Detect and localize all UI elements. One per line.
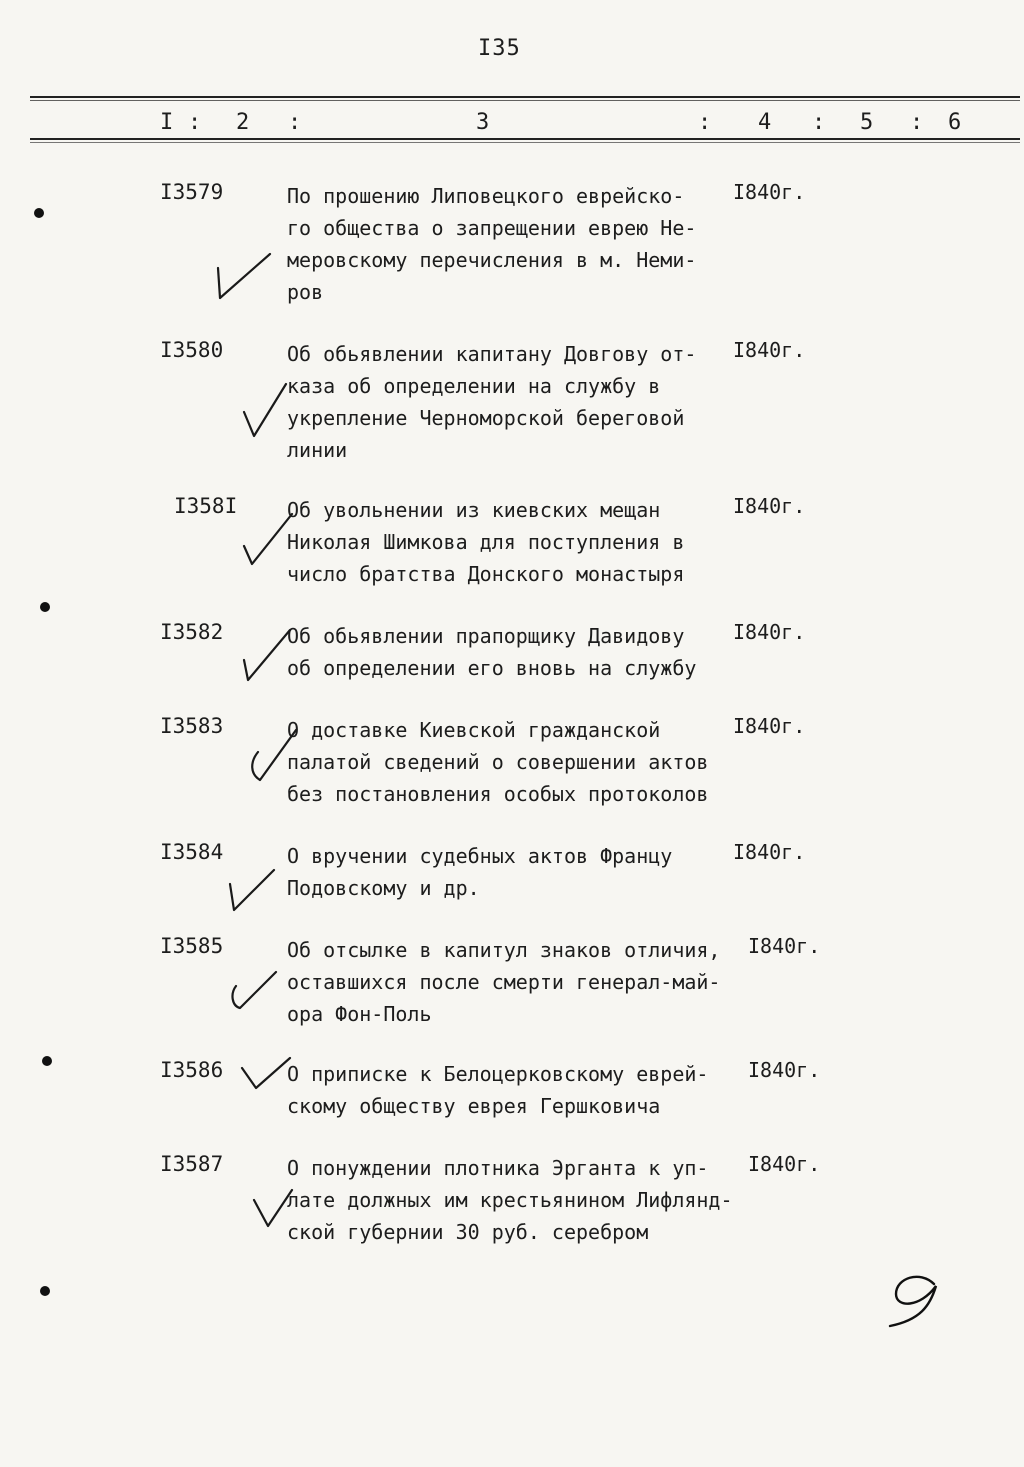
sheet-number-text <box>902 1272 941 1345</box>
record-year: I840г. <box>733 180 806 204</box>
column-separator: : <box>910 110 924 135</box>
record-title-line: линии <box>287 438 348 462</box>
record-title <box>287 934 757 1030</box>
column-separator: : <box>812 110 826 135</box>
record-number: I3584 <box>160 840 224 864</box>
checkmark-icon <box>228 964 282 1014</box>
record-title-line: каза об определении на службу в <box>287 374 661 398</box>
column-header-1: I <box>160 110 174 135</box>
record-title-line: ора Фон-Поль <box>287 1002 432 1026</box>
record-title-line: О понуждении плотника Эрганта к уп- <box>287 1156 709 1180</box>
record-title-line: число братства Донского монастыря <box>287 562 685 586</box>
punch-hole-icon <box>34 208 44 218</box>
record-year: I840г. <box>733 840 806 864</box>
record-title-line: О доставке Киевской гражданской <box>287 718 661 742</box>
record-year: I840г. <box>733 338 806 362</box>
header-rule-bottom-thin <box>30 142 1020 143</box>
punch-hole-icon <box>42 1056 52 1066</box>
record-title <box>287 338 757 466</box>
record-title-line: О приписке к Белоцерковскому еврей- <box>287 1062 709 1086</box>
column-separator: : <box>288 110 302 135</box>
record-number: I3585 <box>160 934 224 958</box>
record-number: I3582 <box>160 620 224 644</box>
record-title-line: Об увольнении из киевских мещан <box>287 498 661 522</box>
record-title-line: По прошению Липовецкого еврейско- <box>287 184 685 208</box>
record-title-line: меровскому перечисления в м. Неми- <box>287 248 697 272</box>
record-number: I3579 <box>160 180 224 204</box>
record-title <box>287 180 757 308</box>
header-rule-bottom <box>30 138 1020 140</box>
record-title-line: без постановления особых протоколов <box>287 782 709 806</box>
checkmark-icon <box>240 378 294 444</box>
checkmark-icon <box>240 622 300 688</box>
column-separator: : <box>188 110 202 135</box>
record-year: I840г. <box>748 1152 821 1176</box>
punch-hole-icon <box>40 1286 50 1296</box>
column-separator: : <box>698 110 712 135</box>
record-title-line: го общества о запрещении еврею Не- <box>287 216 697 240</box>
punch-hole-icon <box>40 602 50 612</box>
record-title-line: О вручении судебных актов Францу <box>287 844 673 868</box>
column-header-6: 6 <box>948 110 962 135</box>
record-title-line: лате должных им крестьянином Лифлянд- <box>287 1188 733 1212</box>
record-title-line: об определении его вновь на службу <box>287 656 697 680</box>
record-title-line: скому обществу еврея Гершковича <box>287 1094 661 1118</box>
checkmark-icon <box>250 1186 298 1236</box>
record-title-line: ров <box>287 280 324 304</box>
record-number: I358I <box>174 494 238 518</box>
record-title-line: укрепление Черноморской береговой <box>287 406 685 430</box>
record-title-line: палатой сведений о совершении актов <box>287 750 709 774</box>
checkmark-icon <box>226 864 282 916</box>
record-title-line: Подовскому и др. <box>287 876 480 900</box>
header-rule-top-thin <box>30 100 1020 101</box>
record-title-line: Об отсылке в капитул знаков отличия, <box>287 938 721 962</box>
column-header-4: 4 <box>758 110 772 135</box>
page-number: I35 <box>478 36 521 61</box>
checkmark-icon <box>212 246 276 306</box>
checkmark-icon <box>238 1054 298 1094</box>
checkmark-icon <box>244 722 304 792</box>
record-title <box>287 1152 757 1248</box>
record-title-line: Об обьявлении капитану Довгову от- <box>287 342 697 366</box>
record-title-line: Николая Шимкова для поступления в <box>287 530 685 554</box>
record-title <box>287 840 757 904</box>
column-header-2: 2 <box>236 110 250 135</box>
record-title <box>287 494 757 590</box>
record-number: I3583 <box>160 714 224 738</box>
record-year: I840г. <box>733 620 806 644</box>
record-title-line: ской губернии 30 руб. серебром <box>287 1220 649 1244</box>
record-number: I3580 <box>160 338 224 362</box>
record-title <box>287 1058 757 1122</box>
checkmark-icon <box>240 500 300 574</box>
record-title <box>287 714 757 810</box>
record-year: I840г. <box>733 714 806 738</box>
column-header-5: 5 <box>860 110 874 135</box>
column-header-3: 3 <box>476 110 490 135</box>
record-title <box>287 620 757 684</box>
record-number: I3587 <box>160 1152 224 1176</box>
record-title-line: оставшихся после смерти генерал-май- <box>287 970 721 994</box>
record-title-line: Об обьявлении прапорщику Давидову <box>287 624 685 648</box>
record-year: I840г. <box>748 934 821 958</box>
record-number: I3586 <box>160 1058 224 1082</box>
record-year: I840г. <box>733 494 806 518</box>
header-rule-top <box>30 96 1020 98</box>
record-year: I840г. <box>748 1058 821 1082</box>
